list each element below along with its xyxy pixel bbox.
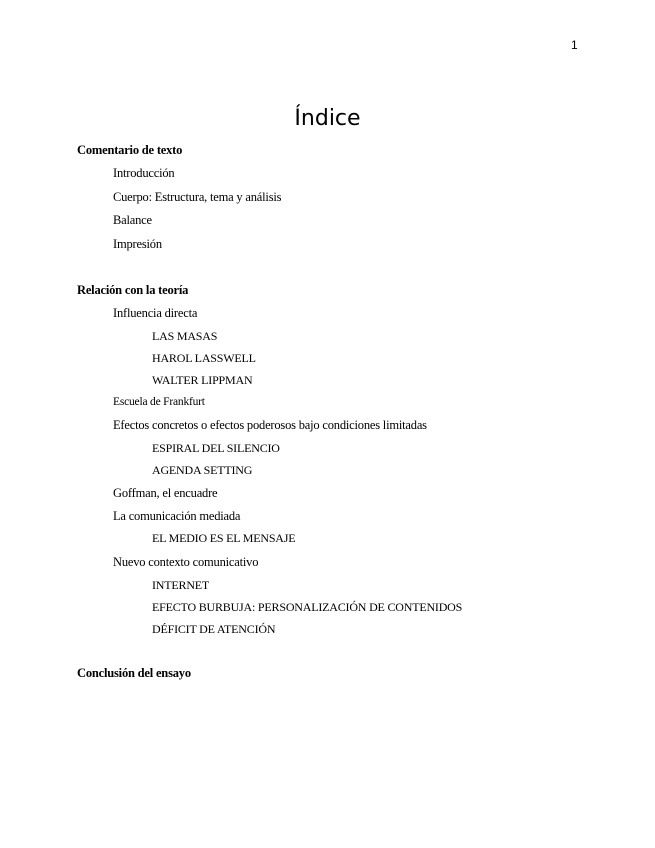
toc-subitem-las-masas: LAS MASAS: [152, 329, 218, 343]
toc-section-relacion: Relación con la teoría: [77, 283, 189, 297]
toc-subitem-efecto-burbuja: EFECTO BURBUJA: PERSONALIZACIÓN DE CONTENIDOS: [152, 600, 463, 614]
toc-item-comunicacion-mediada: La comunicación mediada: [113, 509, 241, 523]
toc-subitem-harol-lasswell: HAROL LASSWELL: [152, 351, 256, 365]
toc-item-escuela-frankfurt: Escuela de Frankfurt: [113, 396, 205, 408]
toc-item-cuerpo: Cuerpo: Estructura, tema y análisis: [113, 190, 282, 204]
toc-subitem-medio-mensaje: EL MEDIO ES EL MENSAJE: [152, 531, 296, 545]
toc-item-goffman: Goffman, el encuadre: [113, 486, 218, 500]
toc-subitem-agenda-setting: AGENDA SETTING: [152, 463, 253, 477]
toc-subitem-espiral-silencio: ESPIRAL DEL SILENCIO: [152, 441, 280, 455]
toc-subitem-internet: INTERNET: [152, 578, 210, 592]
toc-item-influencia-directa: Influencia directa: [113, 306, 198, 320]
toc-item-nuevo-contexto: Nuevo contexto comunicativo: [113, 555, 259, 569]
toc-subitem-deficit-atencion: DÉFICIT DE ATENCIÓN: [152, 622, 276, 636]
toc-section-comentario: Comentario de texto: [77, 143, 183, 157]
toc-item-introduccion: Introducción: [113, 166, 175, 180]
page-number: 1: [571, 38, 578, 52]
toc-section-conclusion: Conclusión del ensayo: [77, 666, 191, 680]
toc-item-efectos-concretos: Efectos concretos o efectos poderosos bajo condiciones limitadas: [113, 418, 427, 432]
page-title: Índice: [294, 106, 361, 131]
toc-subitem-walter-lippman: WALTER LIPPMAN: [152, 373, 253, 387]
toc-item-balance: Balance: [113, 213, 152, 227]
toc-item-impresion: Impresión: [113, 237, 162, 251]
